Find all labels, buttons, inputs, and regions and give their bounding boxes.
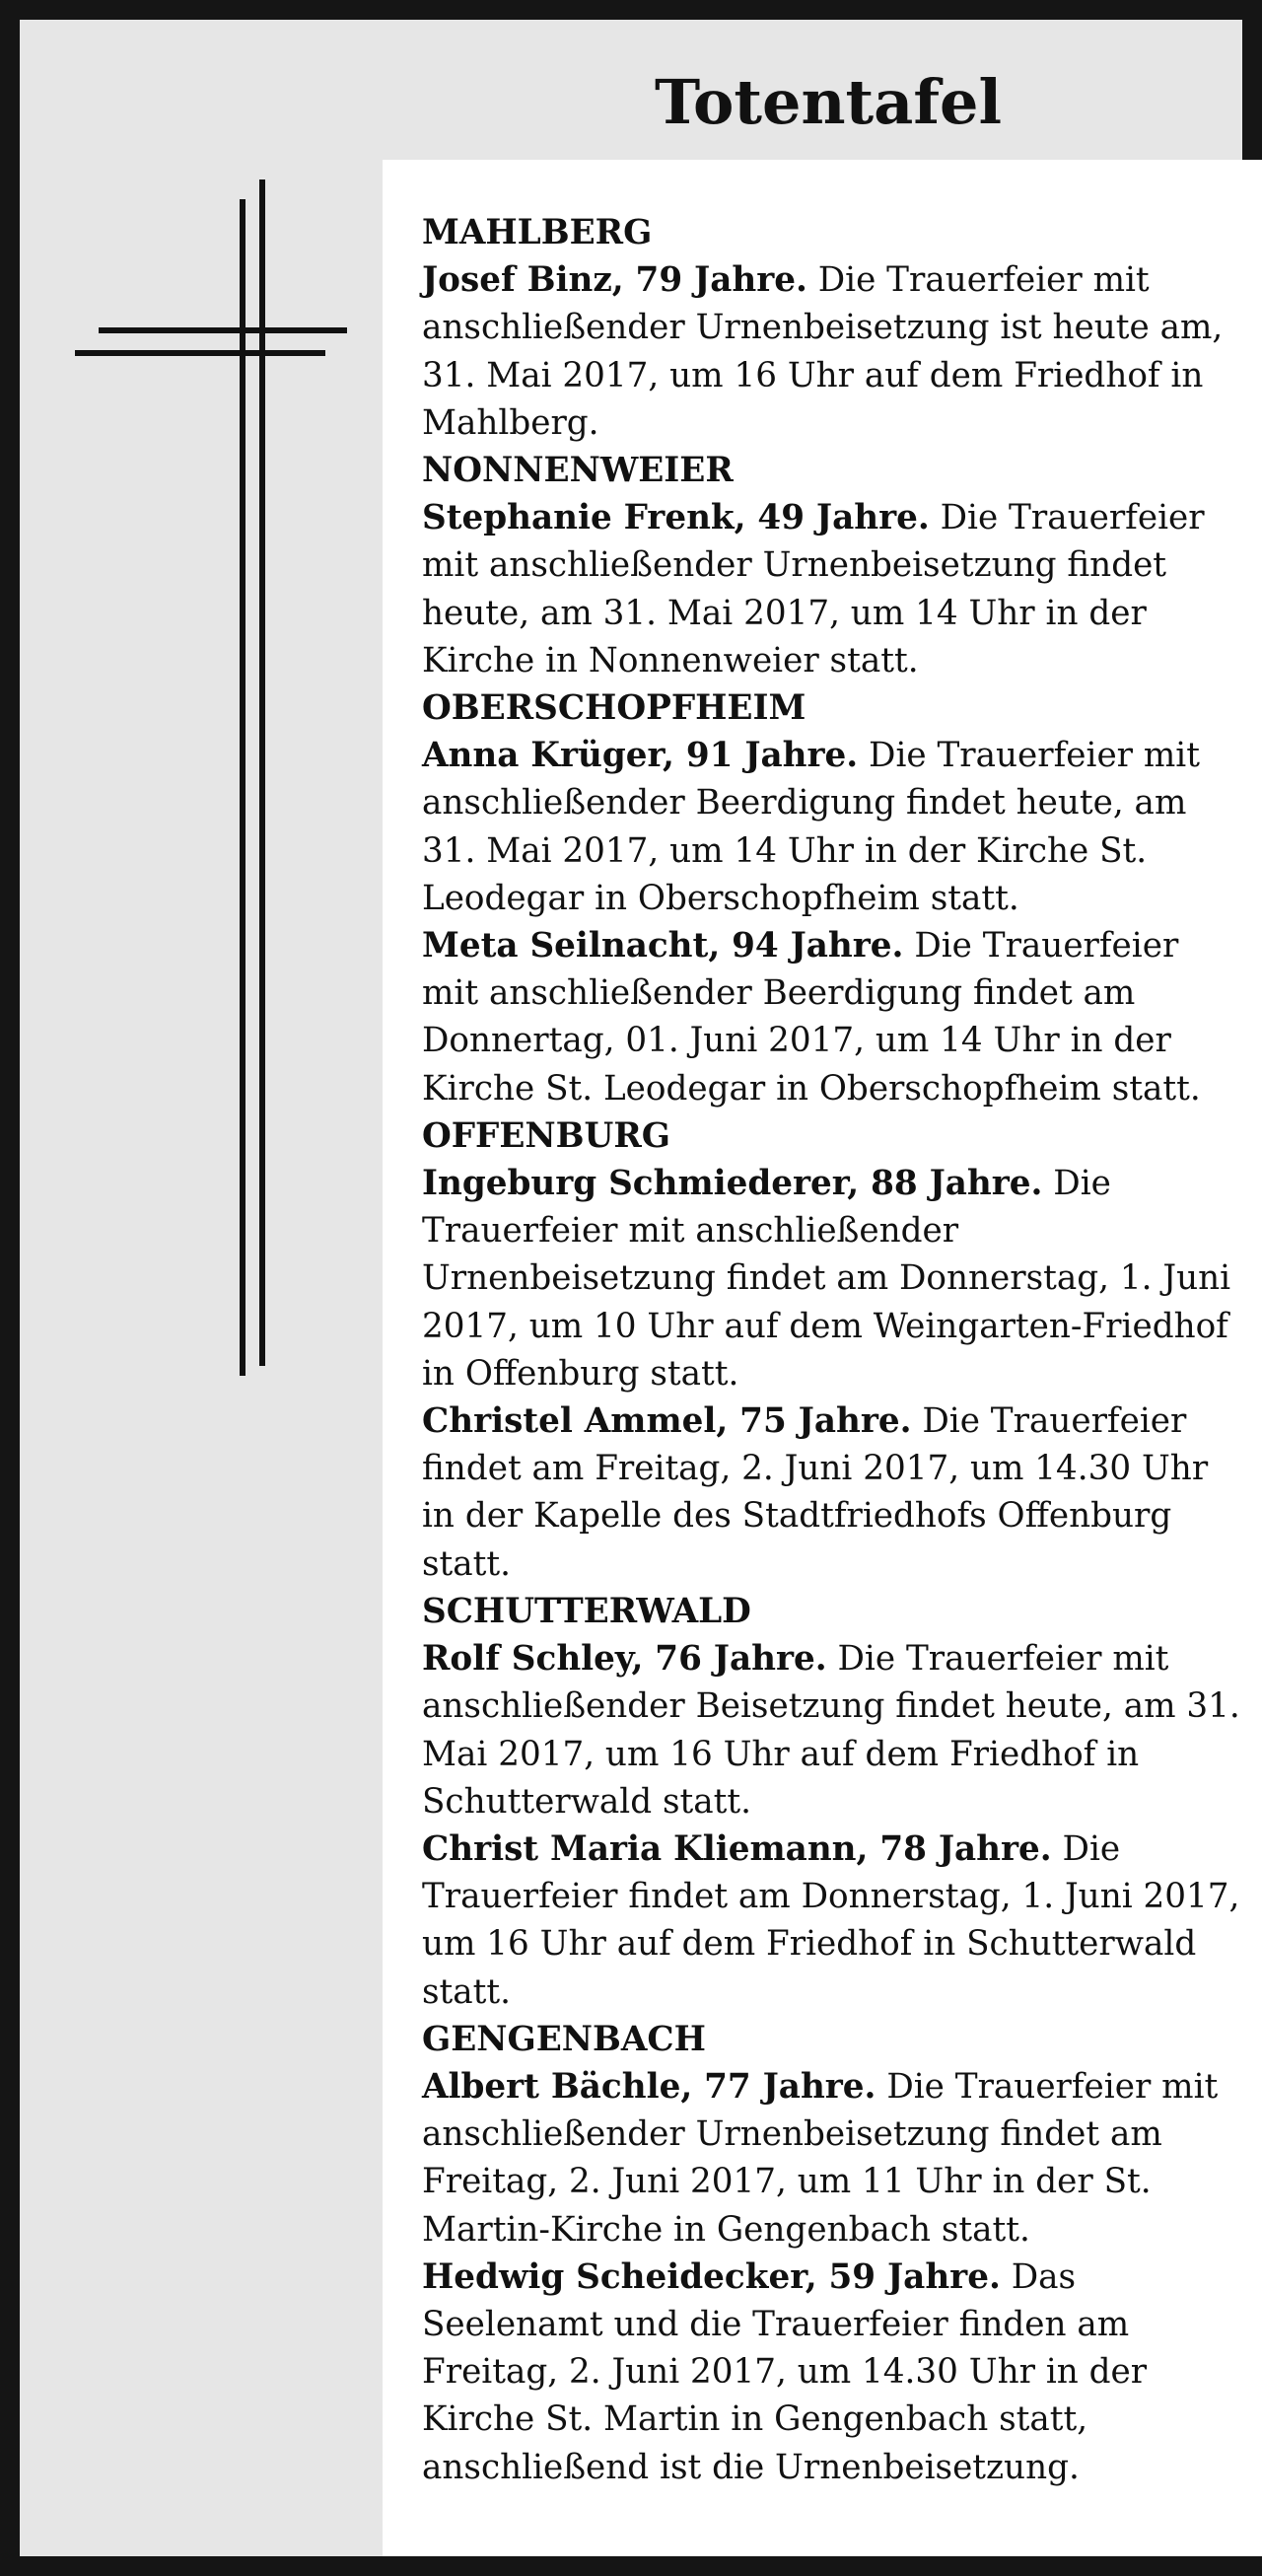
- deceased-name: Anna Krüger, 91 Jahre.: [422, 736, 859, 776]
- service-details: Die Trauerfeier mit anschließender Urnenbeisetzung ist heute am, 31. Mai 2017, um 16 Uhr auf dem Friedhof in Mahlberg.: [422, 260, 1224, 443]
- service-details: Die Trauerfeier findet am Freitag, 2. Juni 2017, um 14.30 Uhr in der Kapelle des Stadtfriedhofs Offenburg statt.: [422, 1401, 1209, 1584]
- place-heading: NONNENWEIER: [422, 451, 734, 491]
- deceased-name: Meta Seilnacht, 94 Jahre.: [422, 926, 904, 966]
- obituary-entry: [422, 494, 1242, 684]
- obituary-entry: [422, 2063, 1242, 2254]
- service-details: Die Trauerfeier mit anschließender Beisetzung findet heute, am 31. Mai 2017, um 16 Uhr auf dem Friedhof in Schutterwald statt.: [422, 1639, 1240, 1822]
- obituary-entry: [422, 922, 1242, 1112]
- obituary-entry: [422, 1160, 1242, 1397]
- deceased-name: Christel Ammel, 75 Jahre.: [422, 1401, 912, 1442]
- service-details: Die Trauerfeier mit anschließender Beerdigung findet am Donnertag, 01. Juni 2017, um 14 Uhr in der Kirche St. Leodegar in Oberschopfheim statt.: [422, 926, 1201, 1109]
- deceased-name: Josef Binz, 79 Jahre.: [422, 260, 807, 301]
- deceased-name: Rolf Schley, 76 Jahre.: [422, 1639, 827, 1680]
- cross-icon: [59, 158, 355, 1381]
- deceased-name: Hedwig Scheidecker, 59 Jahre.: [422, 2256, 1001, 2297]
- obituary-entry: [422, 1635, 1242, 1825]
- place-heading: OBERSCHOPFHEIM: [422, 688, 806, 729]
- obituary-entry: [422, 2254, 1242, 2491]
- service-details: Die Trauerfeier mit anschließender Urnenbeisetzung findet am Freitag, 2. Juni 2017, um 11 Uhr in der St. Martin-Kirche in Gengenbach statt.: [422, 2066, 1219, 2250]
- deceased-name: Ingeburg Schmiederer, 88 Jahre.: [422, 1164, 1043, 1204]
- deceased-name: Stephanie Frenk, 49 Jahre.: [422, 498, 930, 538]
- place-heading: GENGENBACH: [422, 2019, 706, 2059]
- obituary-entry: [422, 732, 1242, 922]
- deceased-name: Albert Bächle, 77 Jahre.: [422, 2066, 876, 2107]
- service-details: Die Trauerfeier mit anschließender Urnenbeisetzung findet heute, am 31. Mai 2017, um 14 Uhr in der Kirche in Nonnenweier statt.: [422, 498, 1205, 680]
- deceased-name: Christ Maria Kliemann, 78 Jahre.: [422, 1828, 1052, 1869]
- service-details: Die Trauerfeier mit anschließender Urnenbeisetzung findet am Donnerstag, 1. Juni 2017, um 10 Uhr auf dem Weingarten-Friedhof in Offenburg statt.: [422, 1164, 1231, 1394]
- service-details: Die Trauerfeier mit anschließender Beerdigung findet heute, am 31. Mai 2017, um 14 Uhr in der Kirche St. Leodegar in Oberschopfheim statt.: [422, 736, 1200, 918]
- place-heading: MAHLBERG: [422, 213, 653, 252]
- page-title: Totentafel: [654, 66, 1003, 138]
- obituary-entry: [422, 1825, 1242, 2016]
- obituary-entry: [422, 256, 1242, 447]
- obituary-list: [383, 160, 1262, 2556]
- service-details: Die Trauerfeier findet am Donnerstag, 1. Juni 2017, um 16 Uhr auf dem Friedhof in Schutterwald statt.: [422, 1828, 1240, 2012]
- obituary-entry: [422, 1397, 1242, 1588]
- service-details: Das Seelenamt und die Trauerfeier finden am Freitag, 2. Juni 2017, um 14.30 Uhr in der Kirche St. Martin in Gengenbach statt, anschließend ist die Urnenbeisetzung.: [422, 2256, 1148, 2487]
- place-heading: OFFENBURG: [422, 1115, 670, 1156]
- place-heading: SCHUTTERWALD: [422, 1591, 751, 1631]
